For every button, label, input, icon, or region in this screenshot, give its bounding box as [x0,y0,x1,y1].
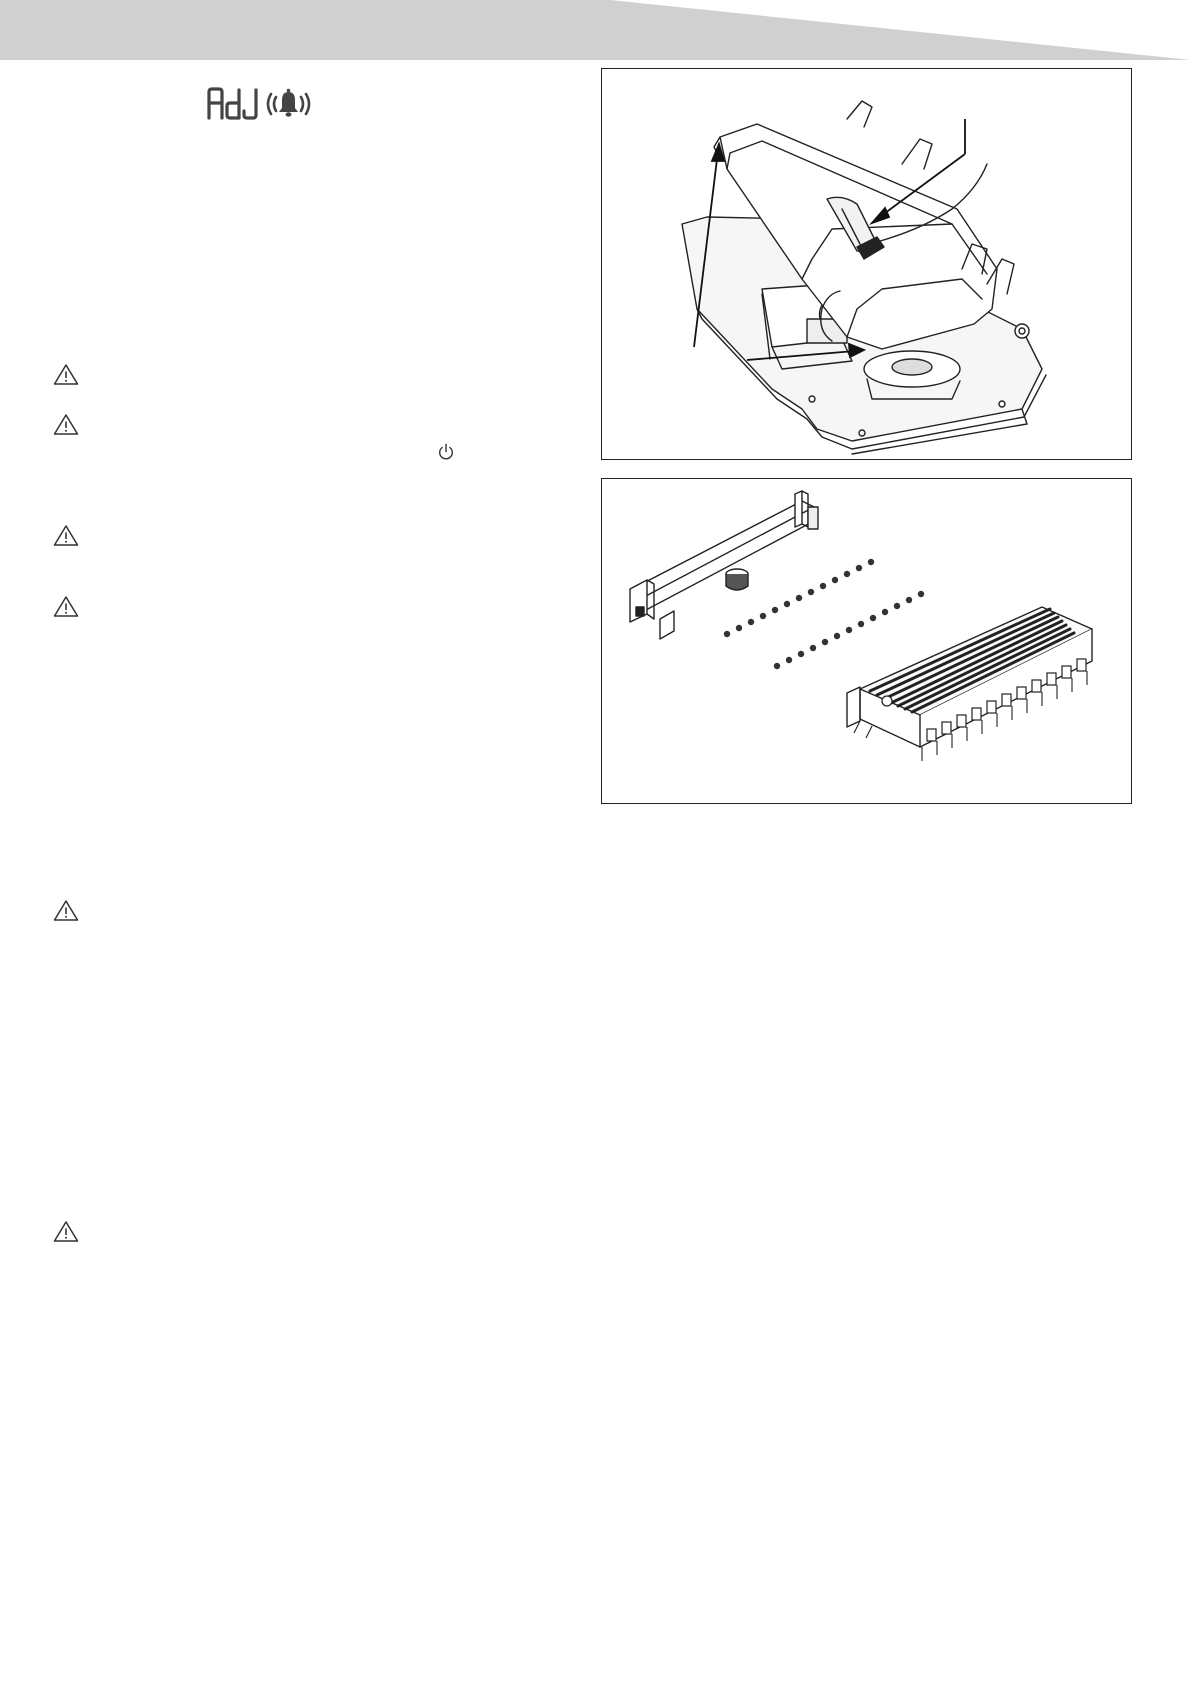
warning-triangle-icon [53,363,79,386]
power-icon [437,443,455,461]
warning-triangle-icon [53,524,79,547]
parts-drawing [602,479,1133,805]
adj-display-graphic [206,86,316,122]
appliance-drawing [602,69,1133,461]
warning-triangle-icon [53,899,79,922]
appliance-open-cover-illustration [601,68,1132,460]
adj-display [206,86,316,122]
heating-element-parts-illustration [601,478,1132,804]
header-band [0,0,1191,60]
warning-triangle-icon [53,1220,79,1243]
warning-triangle-icon [53,595,79,618]
bell-ringing-icon [268,89,309,117]
warning-triangle-icon [53,413,79,436]
